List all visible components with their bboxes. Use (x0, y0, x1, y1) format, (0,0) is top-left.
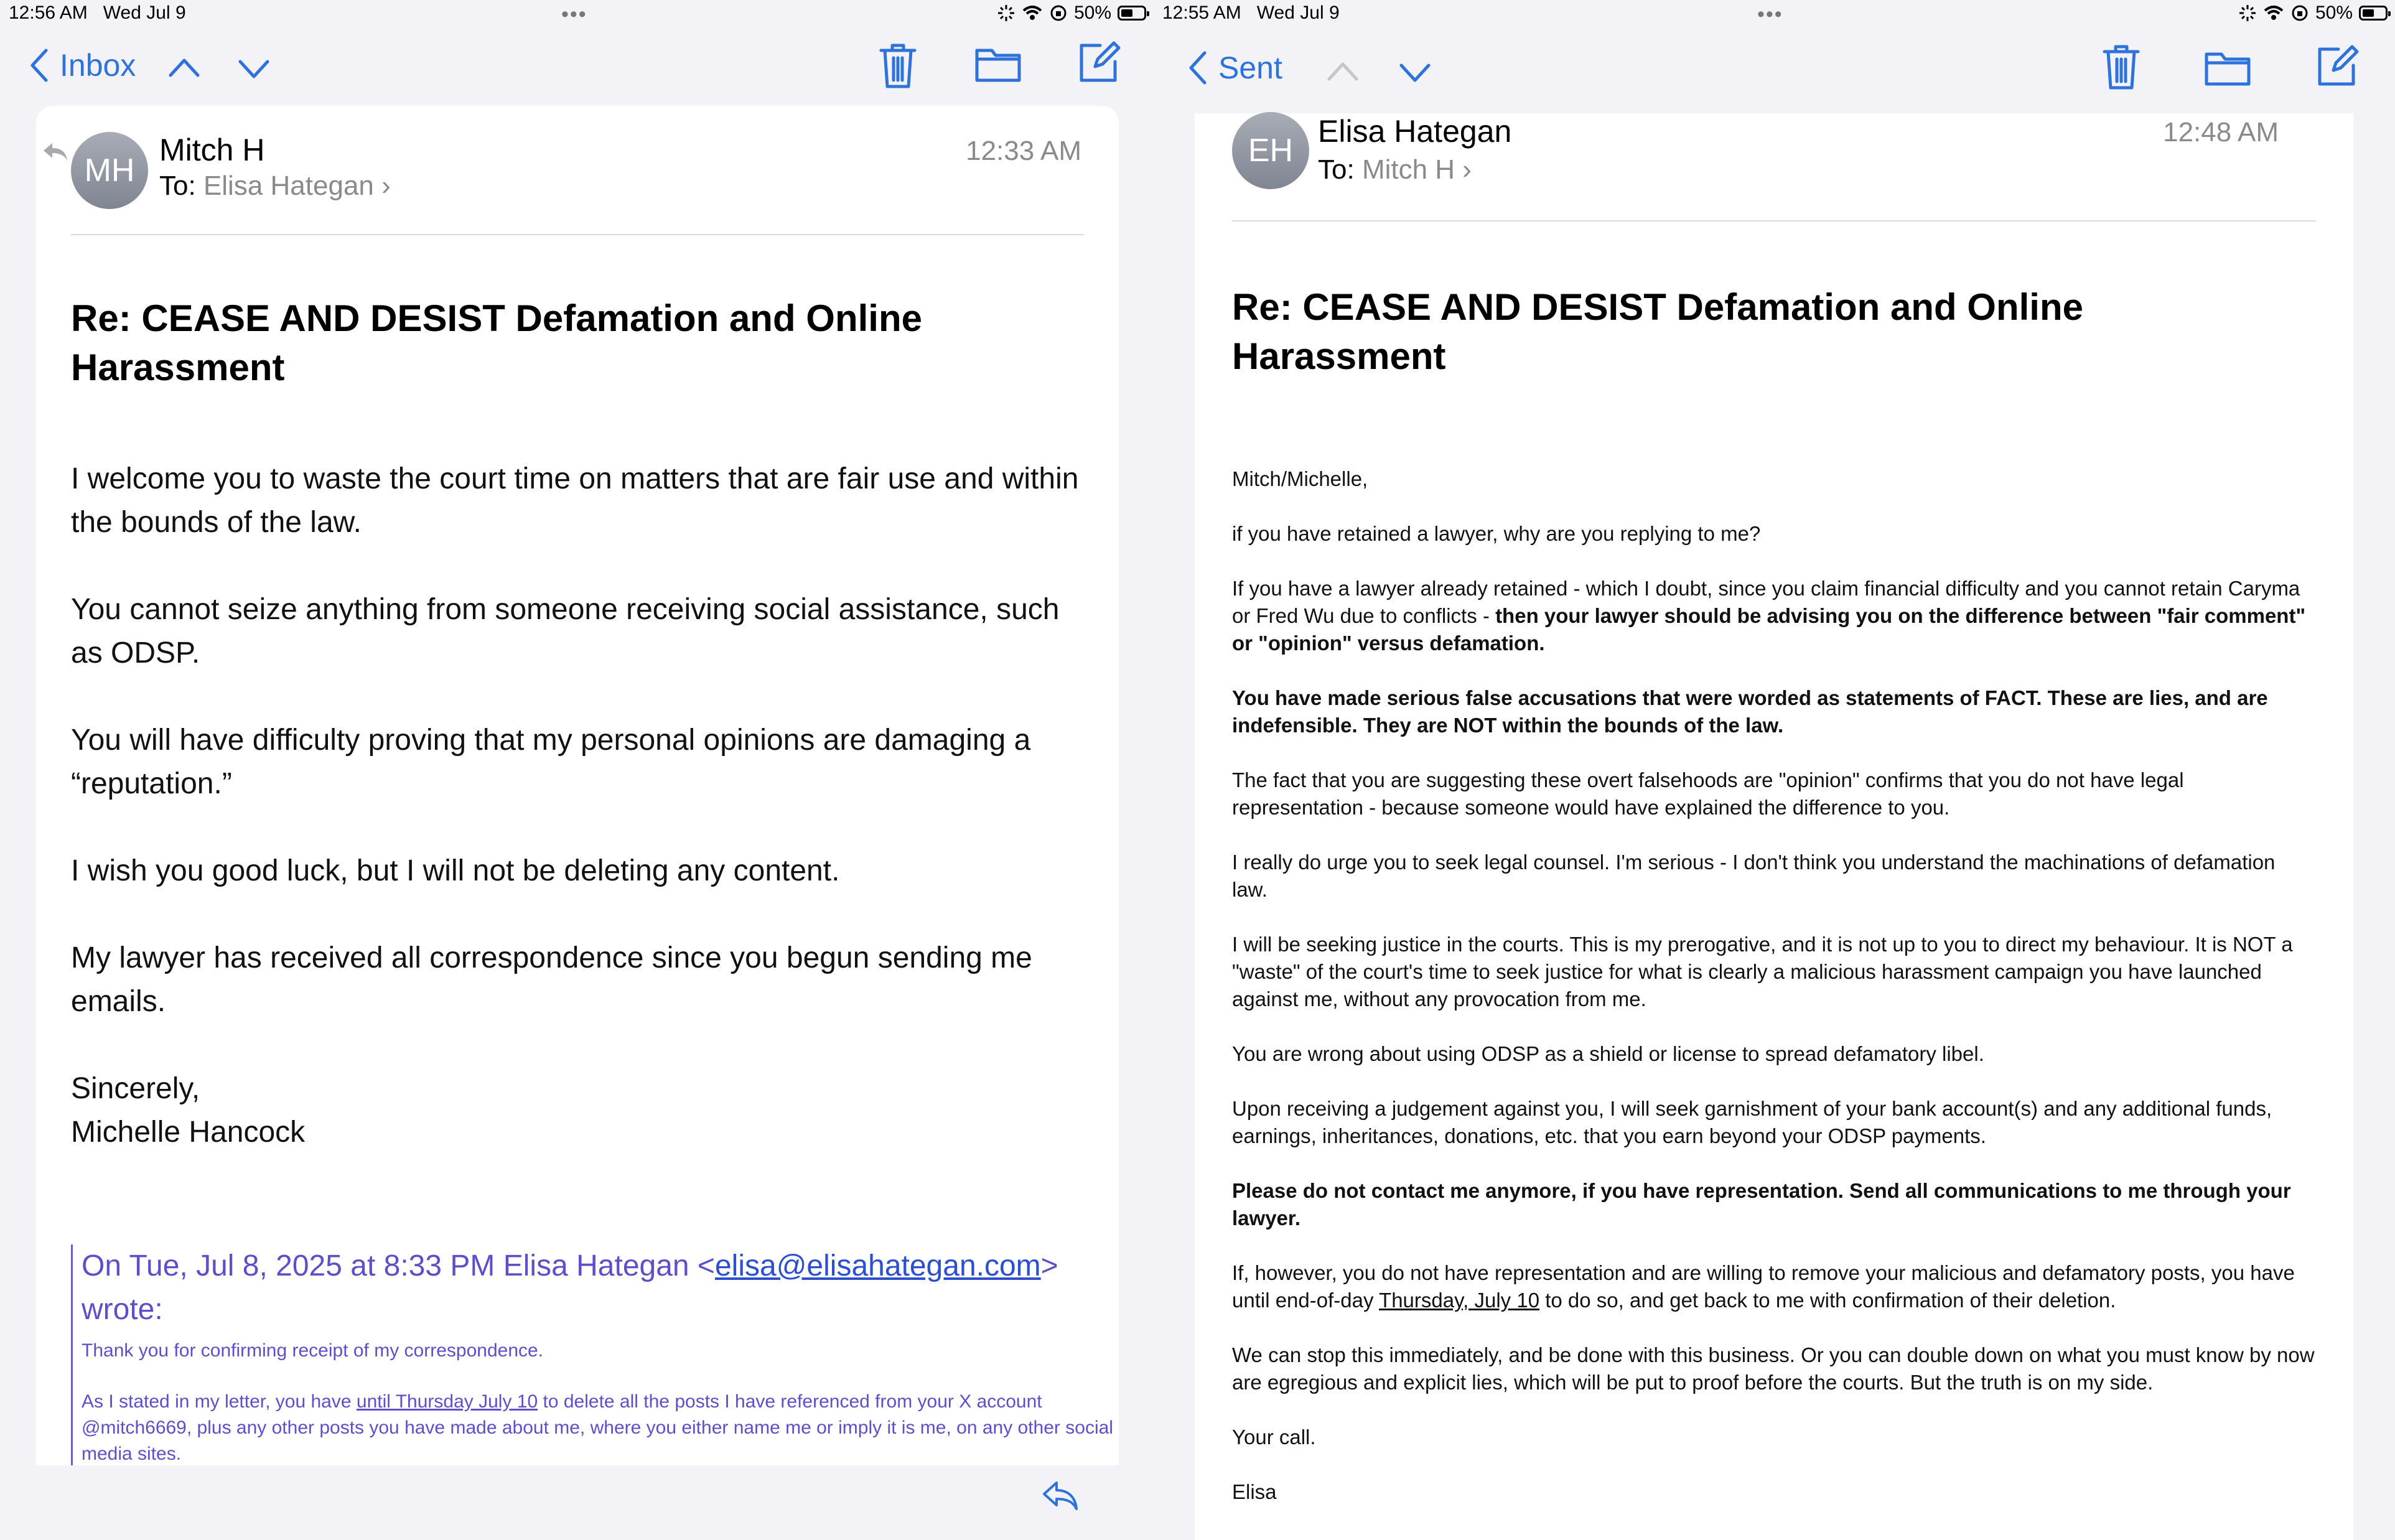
message-view (36, 106, 1119, 1540)
message-subject: Re: CEASE AND DESIST Defamation and Online Harassment (1232, 286, 2083, 378)
quote-paragraph: As I stated in my letter, you have until Thursday July 10 to delete all the posts I have referenced from your X account @mitch6669, plus any other posts you have made about me, where you either name me or imply it is me, on any other social media sites. (82, 1391, 1113, 1464)
chevron-right-icon: › (381, 170, 391, 201)
sender-name[interactable]: Elisa Hategan (1318, 114, 1512, 149)
message-time: 12:48 AM (2163, 117, 2279, 147)
inbox-screen (0, 0, 1152, 1540)
header-divider (71, 234, 1084, 235)
body-paragraph: Your call. (1232, 1426, 1316, 1449)
body-paragraph: I will be seeking justice in the courts. This is my prerogative, and it is not up to you to direct my behaviour. It is NOT a "waste" of the court's time to seek justice for what is clearly a malicious harassment campaign you have launched against me, without any provocation from me. (1232, 933, 2293, 1010)
message-subject: Re: CEASE AND DESIST Defamation and Online Harassment (71, 297, 922, 389)
body-paragraph: You cannot seize anything from someone receiving social assistance, such as ODSP. (71, 593, 1060, 670)
trash-icon (879, 42, 917, 90)
move-to-folder-button[interactable] (2204, 49, 2251, 90)
date-link[interactable]: Thursday, July 10 (1379, 1289, 1540, 1312)
wifi-icon (1022, 4, 1043, 22)
signoff: Sincerely, Michelle Hancock (71, 1072, 306, 1149)
move-to-folder-button[interactable] (974, 45, 1022, 86)
previous-message-button[interactable] (1325, 59, 1360, 87)
recipient-line[interactable]: To: Elisa Hategan › (159, 170, 391, 201)
orientation-lock-icon (2290, 4, 2309, 22)
reply-icon[interactable] (1040, 1478, 1080, 1513)
status-time: 12:55 AM Wed Jul 9 (1162, 2, 1340, 23)
trash-button[interactable] (2102, 43, 2141, 95)
body-paragraph: You have made serious false accusations that were worded as statements of FACT. These are lies, and are indefensible. They are NOT within the bounds of the law. (1232, 686, 2268, 737)
battery-percent: 50% (2315, 2, 2353, 23)
message-footer (36, 1465, 1119, 1540)
status-indicators (2238, 2, 2388, 24)
multitask-dots-icon[interactable]: ••• (561, 2, 587, 26)
chevron-down-icon (236, 57, 271, 82)
status-bar (1152, 0, 2395, 31)
body-paragraph: I welcome you to waste the court time on matters that are fair use and within the bounds of the law. (71, 462, 1079, 539)
status-indicators (997, 2, 1146, 24)
header-divider (1232, 220, 2316, 222)
mail-toolbar (0, 34, 1152, 109)
quote-header: On Tue, Jul 8, 2025 at 8:33 PM Elisa Hategan <elisa@elisahategan.com> wrote: (82, 1249, 1058, 1326)
previous-message-button[interactable] (167, 55, 202, 83)
date-link[interactable]: until Thursday July 10 (356, 1391, 538, 1412)
trash-icon (2102, 43, 2141, 91)
back-button[interactable] (29, 47, 136, 84)
status-bar (0, 0, 1152, 31)
message-view (1195, 113, 2353, 1540)
signature: Elisa (1232, 1480, 1277, 1503)
next-message-button[interactable] (236, 57, 271, 85)
mail-toolbar (1152, 34, 2395, 109)
chevron-left-icon (1187, 49, 1208, 86)
compose-button[interactable] (1076, 40, 1121, 88)
sent-screen (1152, 0, 2395, 1540)
body-paragraph: I really do urge you to seek legal counsel. I'm serious - I don't think you understand the machinations of defamation law. (1232, 851, 2276, 901)
quote-paragraph: Thank you for confirming receipt of my correspondence. (82, 1340, 544, 1361)
avatar[interactable]: MH (71, 132, 148, 209)
message-body (71, 457, 1091, 1154)
focus-icon (2238, 4, 2257, 22)
chevron-up-icon (167, 55, 202, 80)
message-time: 12:33 AM (966, 136, 1081, 166)
body-paragraph: Upon receiving a judgement against you, I will seek garnishment of your bank account(s) and any additional funds, earnings, inheritances, donations, etc. that you earn beyond your ODSP payments. (1232, 1097, 2272, 1147)
compose-icon (1076, 40, 1121, 85)
body-paragraph: My lawyer has received all correspondence since you begun sending me emails. (71, 941, 1032, 1018)
battery-icon (2359, 6, 2388, 21)
orientation-lock-icon (1049, 4, 1068, 22)
wifi-icon (2263, 4, 2284, 22)
next-message-button[interactable] (1398, 60, 1432, 88)
chevron-down-icon (1398, 60, 1432, 85)
chevron-up-icon (1325, 59, 1360, 84)
compose-button[interactable] (2315, 44, 2360, 92)
chevron-left-icon (29, 47, 50, 84)
body-paragraph: If, however, you do not have representation and are willing to remove your malicious and defamatory posts, you have until end-of-day Thursday, July 10 to do so, and get back to me with confirmation of their deletion. (1232, 1261, 2295, 1312)
body-paragraph: Mitch/Michelle, (1232, 467, 1368, 490)
body-paragraph: Please do not contact me anymore, if you have representation. Send all communications to me through your lawyer. (1232, 1179, 2291, 1230)
body-paragraph: If you have a lawyer already retained - which I doubt, since you claim financial difficulty and you cannot retain Caryma or Fred Wu due to conflicts - then your lawyer should be advising you on the difference between "fair comment" or "opinion" versus defamation. (1232, 577, 2306, 655)
sender-name[interactable]: Mitch H (159, 133, 265, 167)
battery-icon (1118, 6, 1146, 21)
folder-icon (2204, 49, 2251, 86)
body-paragraph: I wish you good luck, but I will not be deleting any content. (71, 854, 840, 887)
replied-indicator-icon (41, 141, 70, 162)
body-paragraph: if you have retained a lawyer, why are you replying to me? (1232, 522, 1761, 545)
battery-percent: 50% (1073, 2, 1111, 23)
back-button[interactable] (1187, 49, 1282, 86)
chevron-right-icon: › (1462, 154, 1472, 185)
body-paragraph: We can stop this immediately, and be done with this business. Or you can double down on what you must know by now are egregious and explicit lies, which will be put to proof before the courts. But the truth is on my side. (1232, 1343, 2315, 1394)
body-paragraph: You will have difficulty proving that my personal opinions are damaging a “reputation.” (71, 724, 1031, 800)
back-label: Inbox (60, 48, 136, 83)
body-paragraph: The fact that you are suggesting these overt falsehoods are "opinion" confirms that you do not have legal representation - because someone would have explained the difference to you. (1232, 768, 2184, 819)
quoted-message (71, 1244, 1116, 1467)
status-time: 12:56 AM Wed Jul 9 (9, 2, 186, 23)
sender-email-link[interactable]: elisa@elisahategan.com (714, 1249, 1041, 1282)
avatar[interactable]: EH (1232, 112, 1309, 189)
compose-icon (2315, 44, 2360, 89)
multitask-dots-icon[interactable]: ••• (1757, 2, 1783, 26)
back-label: Sent (1218, 50, 1282, 85)
trash-button[interactable] (879, 42, 917, 93)
recipient-line[interactable]: To: Mitch H › (1318, 154, 1472, 185)
message-body (1232, 465, 2316, 1533)
body-paragraph: You are wrong about using ODSP as a shield or license to spread defamatory libel. (1232, 1042, 1984, 1065)
focus-icon (997, 4, 1015, 22)
folder-icon (974, 45, 1022, 83)
